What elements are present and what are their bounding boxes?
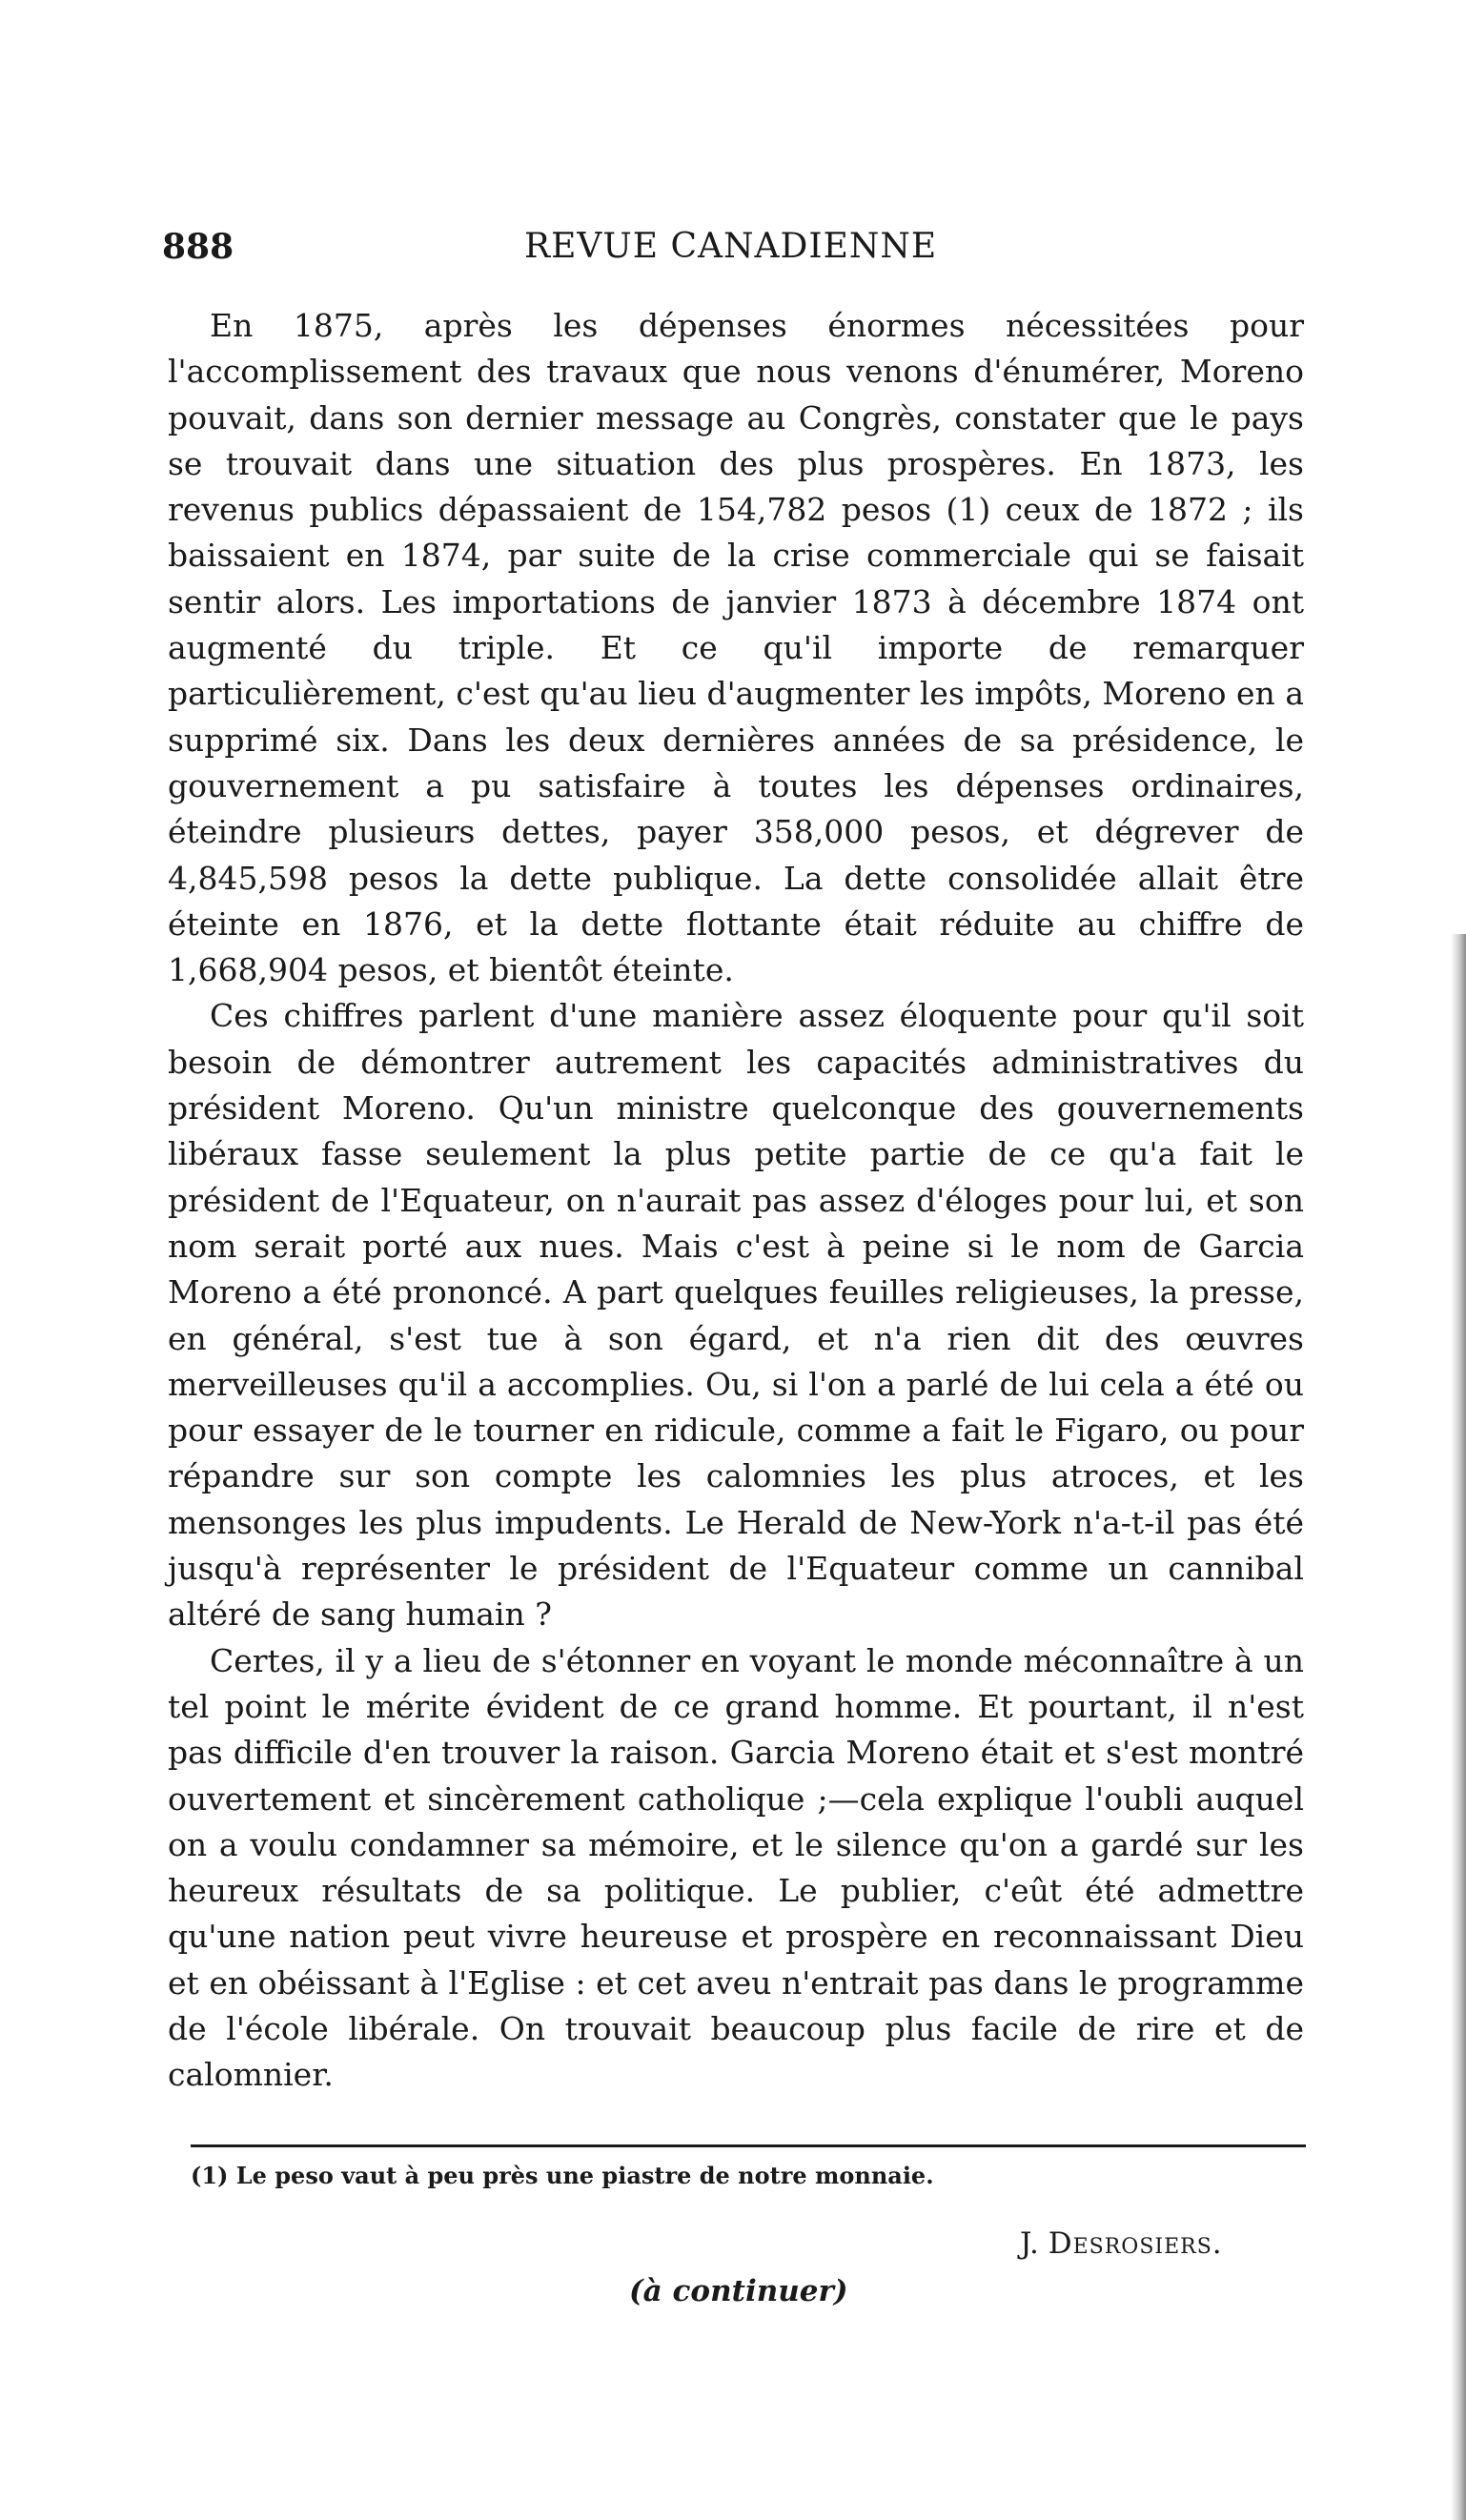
running-title: REVUE CANADIENNE: [524, 227, 938, 266]
paragraph-2: Ces chiffres parlent d'une manière assez éloquente pour qu'il soit besoin de démontrer autrement les capacités administratives du président Moreno. Qu'un ministre quelconque des gouvernements libéraux fasse seulement la plus petite partie de ce qu'a fait le président de l'Equateur, on n'aurait pas assez d'éloges pour lui, et son nom serait porté aux nues. Mais c'est à peine si le nom de Garcia Moreno a été prononcé. A part quelques feuilles religieuses, la presse, en général, s'est tue à son égard, et n'a rien dit des œuvres merveilleuses qu'il a accomplies. Ou, si l'on a parlé de lui cela a été ou pour essayer de le tourner en ridicule, comme a fait le Figaro, ou pour répandre sur son compte les calomnies les plus atroces, et les mensonges les plus impudents. Le Herald de New-York n'a-t-il pas été jusqu'à représenter le président de l'Equateur comme un cannibal altéré de sang humain ?: [168, 997, 1304, 1634]
page-edge-shadow: [1451, 934, 1466, 2520]
author-surname: Desrosiers.: [1048, 2226, 1223, 2261]
paragraph-1: En 1875, après les dépenses énormes nécessitées pour l'accomplissement des travaux que nous venons d'énumérer, Moreno pouvait, dans son dernier message au Congrès, constater que le pays se trouvait dans une situation des plus prospères. En 1873, les revenus publics dépassaient de 154,782 pesos (1) ceux de 1872 ; ils baissaient en 1874, par suite de la crise commerciale qui se faisait sentir alors. Les importations de janvier 1873 à décembre 1874 ont augmenté du triple. Et ce qu'il importe de remarquer particulièrement, c'est qu'au lieu d'augmenter les impôts, Moreno en a supprimé six. Dans les deux dernières années de sa présidence, le gouvernement a pu satisfaire à toutes les dépenses ordinaires, éteindre plusieurs dettes, payer 358,000 pesos, et dégrever de 4,845,598 pesos la dette publique. La dette consolidée allait être éteinte en 1876, et la dette flottante était réduite au chiffre de 1,668,904 pesos, et bientôt éteinte.: [168, 307, 1304, 989]
footnote-divider: [191, 2144, 1306, 2147]
page-number: 888: [162, 227, 234, 267]
author-signature: [1020, 2226, 1223, 2261]
article-body: [168, 303, 1304, 2099]
page-header: [162, 227, 1306, 273]
continued-note: (à continuer): [629, 2274, 848, 2308]
author-initial: J.: [1020, 2226, 1039, 2261]
footnote: (1) Le peso vaut à peu près une piastre de notre monnaie.: [191, 2162, 934, 2189]
paragraph-3: Certes, il y a lieu de s'étonner en voyant le monde méconnaître à un tel point le mérite évident de ce grand homme. Et pourtant, il n'est pas difficile d'en trouver la raison. Garcia Moreno était et s'est montré ouvertement et sincèrement catholique ;—cela explique l'oubli auquel on a voulu condamner sa mémoire, et le silence qu'on a gardé sur les heureux résultats de sa politique. Le publier, c'eût été admettre qu'une nation peut vivre heureuse et prospère en reconnaissant Dieu et en obéissant à l'Eglise : et cet aveu n'entrait pas dans le programme de l'école libérale. On trouvait beaucoup plus facile de rire et de calomnier.: [168, 1641, 1304, 2094]
